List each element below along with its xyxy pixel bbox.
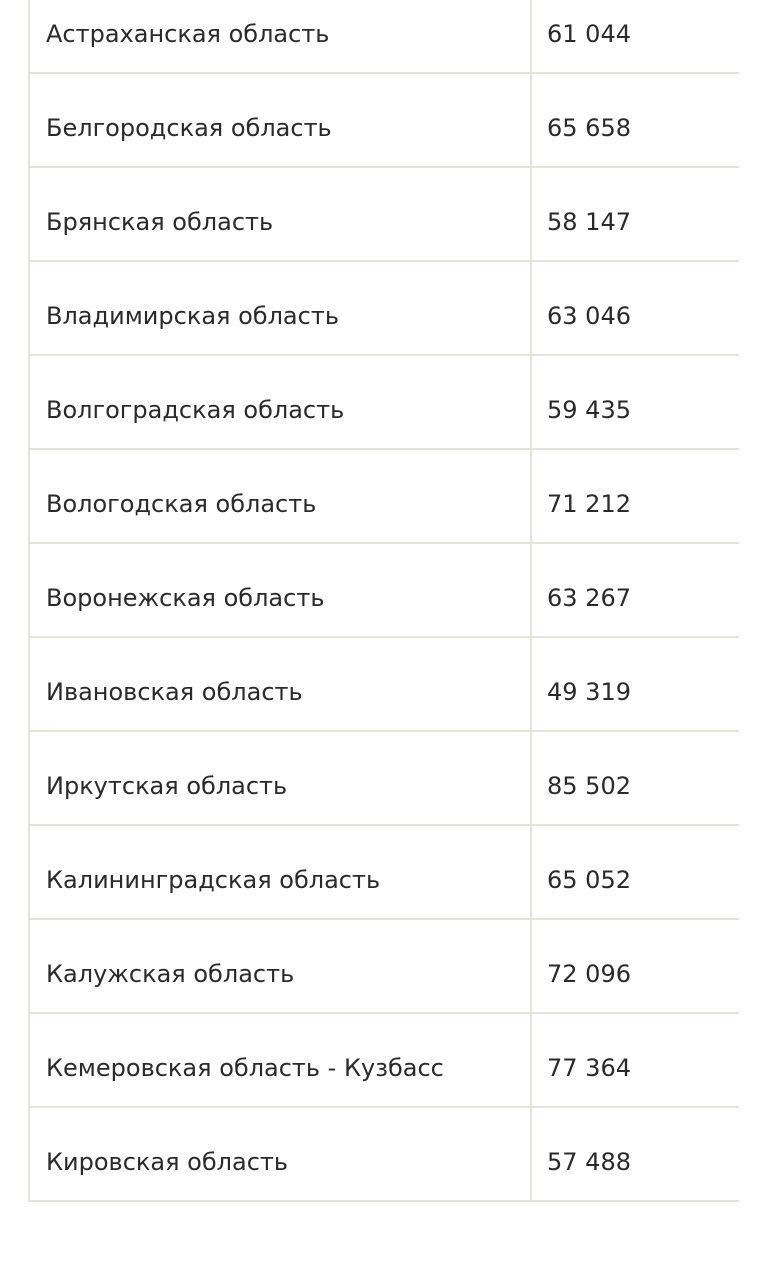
- value-cell: 85 502: [531, 731, 739, 825]
- value-cell: 65 052: [531, 825, 739, 919]
- value-cell: 63 267: [531, 543, 739, 637]
- table-row: [29, 0, 739, 73]
- value-cell: 59 435: [531, 355, 739, 449]
- value-cell: 65 658: [531, 73, 739, 167]
- region-name-cell: Кировская область: [29, 1107, 531, 1201]
- region-table-container: [28, 0, 739, 1280]
- value-cell: 61 044: [531, 0, 739, 73]
- table-row: [29, 731, 739, 825]
- table-row: [29, 261, 739, 355]
- table-row: [29, 637, 739, 731]
- table-body: [29, 0, 739, 1201]
- region-name-cell: Кемеровская область - Кузбасс: [29, 1013, 531, 1107]
- region-name-cell: Брянская область: [29, 167, 531, 261]
- value-cell: 72 096: [531, 919, 739, 1013]
- value-cell: 49 319: [531, 637, 739, 731]
- table-row: [29, 919, 739, 1013]
- region-name-cell: Калининградская область: [29, 825, 531, 919]
- region-name-cell: Калужская область: [29, 919, 531, 1013]
- table-row: [29, 73, 739, 167]
- table-row: [29, 449, 739, 543]
- table-row: [29, 1107, 739, 1201]
- region-name-cell: Волгоградская область: [29, 355, 531, 449]
- table-row: [29, 167, 739, 261]
- region-name-cell: Владимирская область: [29, 261, 531, 355]
- region-name-cell: Иркутская область: [29, 731, 531, 825]
- table-row: [29, 543, 739, 637]
- table-row: [29, 825, 739, 919]
- value-cell: 57 488: [531, 1107, 739, 1201]
- value-cell: 77 364: [531, 1013, 739, 1107]
- table-row: [29, 355, 739, 449]
- region-table: [28, 0, 739, 1202]
- value-cell: 58 147: [531, 167, 739, 261]
- value-cell: 71 212: [531, 449, 739, 543]
- region-name-cell: Воронежская область: [29, 543, 531, 637]
- region-name-cell: Астраханская область: [29, 0, 531, 73]
- region-name-cell: Белгородская область: [29, 73, 531, 167]
- table-row: [29, 1013, 739, 1107]
- region-name-cell: Ивановская область: [29, 637, 531, 731]
- value-cell: 63 046: [531, 261, 739, 355]
- region-name-cell: Вологодская область: [29, 449, 531, 543]
